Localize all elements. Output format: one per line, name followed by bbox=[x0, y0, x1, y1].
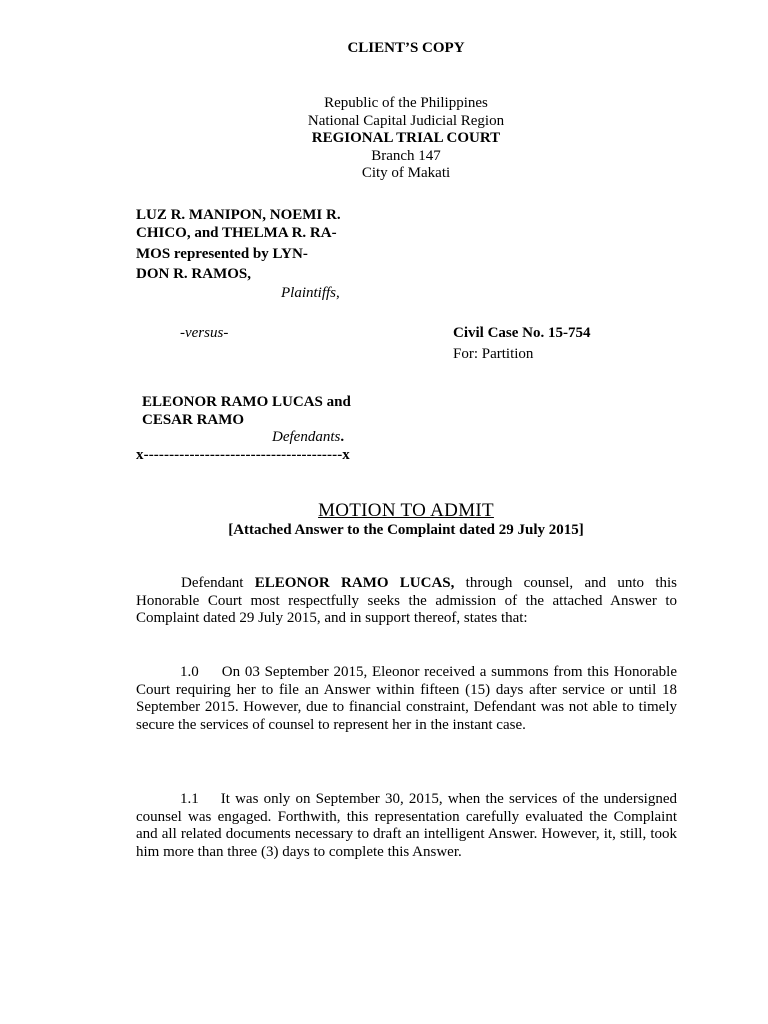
plaintiffs-line: LUZ R. MANIPON, NOEMI R. bbox=[136, 207, 341, 223]
defendants-line: CESAR RAMO bbox=[142, 412, 245, 428]
case-number: Civil Case No. 15-754 bbox=[453, 325, 591, 341]
plaintiffs-line: CHICO, and THELMA R. RA- bbox=[136, 225, 337, 241]
plaintiffs-line: DON R. RAMOS, bbox=[136, 266, 251, 282]
defendants-line: ELEONOR RAMO LUCAS and bbox=[142, 394, 351, 410]
motion-title: MOTION TO ADMIT bbox=[318, 500, 494, 521]
court-name: REGIONAL TRIAL COURT bbox=[311, 130, 501, 146]
paragraph-number: 1.0 bbox=[180, 664, 199, 680]
case-nature: For: Partition bbox=[453, 346, 534, 362]
numbered-paragraph: 1.1 It was only on September 30, 2015, when the services of the undersigned counsel was engaged. Forthwith, this representation carefully evaluated the Complaint and all related documents necessary to draft an intelligent Answer. However, it, still, took him more than three (3) days to complete this Answer. bbox=[136, 791, 677, 861]
court-branch: Branch 147 bbox=[371, 148, 441, 164]
intro-paragraph: Defendant ELEONOR RAMO LUCAS, through counsel, and unto this Honorable Court most respectfully seeks the admission of the attached Answer to Complaint dated 29 July 2015, and in support thereof, states that: bbox=[136, 575, 678, 627]
court-city: City of Makati bbox=[361, 165, 451, 181]
plaintiffs-line: MOS represented by LYN- bbox=[136, 246, 308, 262]
defendant-name: ELEONOR RAMO LUCAS, bbox=[254, 575, 455, 591]
court-region: National Capital Judicial Region bbox=[307, 113, 505, 129]
numbered-paragraph: 1.0 On 03 September 2015, Eleonor received a summons from this Honorable Court requiring her to file an Answer within fifteen (15) days after service or until 18 September 2015. However, due to financial constraint, Defendant was not able to timely secure the services of counsel to represent her in the instant case. bbox=[136, 664, 677, 734]
paragraph-number: 1.1 bbox=[180, 791, 199, 807]
plaintiffs-label: Plaintiffs, bbox=[281, 285, 340, 301]
defendants-label: Defendants. bbox=[272, 429, 345, 445]
court-republic: Republic of the Philippines bbox=[324, 95, 488, 111]
versus-label: -versus- bbox=[180, 325, 229, 341]
caption-separator: x---------------------------------------x bbox=[136, 447, 350, 463]
copy-label: CLIENT’S COPY bbox=[347, 40, 465, 56]
motion-subtitle: [Attached Answer to the Complaint dated 29 July 2015] bbox=[228, 522, 584, 538]
